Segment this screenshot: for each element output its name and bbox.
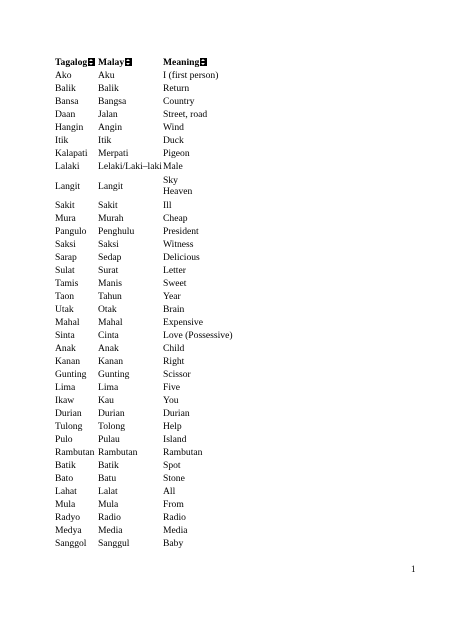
meaning-cell: Love (Possessive) [163, 330, 233, 341]
malay-cell: Murah [98, 213, 124, 224]
tagalog-cell: Pangulo [55, 226, 87, 237]
meaning-cell: I (first person) [163, 70, 219, 81]
column-header-label: Malay [98, 56, 125, 68]
meaning-cell: Brain [163, 304, 185, 315]
malay-cell: Cinta [98, 330, 119, 341]
malay-cell: Kau [98, 395, 114, 406]
malay-cell: Mahal [98, 317, 123, 328]
meaning-cell: Ill [163, 200, 172, 211]
table-row [55, 290, 263, 303]
table-row [55, 459, 263, 472]
table-row [55, 511, 263, 524]
column-header-label: Tagalog [55, 56, 88, 68]
malay-cell: Kanan [98, 356, 124, 367]
table-row [55, 446, 263, 459]
meaning-cell: Sweet [163, 278, 187, 289]
tagalog-cell: Pulo [55, 434, 73, 445]
meaning-cell: Cheap [163, 213, 188, 224]
column-header-label: Meaning [163, 56, 200, 68]
meaning-cell: Witness [163, 239, 194, 250]
table-row [55, 381, 263, 394]
malay-cell: Radio [98, 512, 121, 523]
tagalog-cell: Sakit [55, 200, 75, 211]
meaning-cell: Year [163, 291, 181, 302]
malay-cell: Gunting [98, 369, 130, 380]
meaning-cell: Island [163, 434, 187, 445]
table-row [55, 433, 263, 446]
tagalog-cell: Bansa [55, 96, 79, 107]
meaning-cell: Male [163, 161, 183, 172]
table-body [55, 69, 263, 550]
tagalog-cell: Mura [55, 213, 76, 224]
malay-cell: Langit [98, 180, 124, 192]
tagalog-cell: Mula [55, 499, 76, 510]
tagalog-cell: Tulong [55, 421, 83, 432]
table-row [55, 524, 263, 537]
vocabulary-table [55, 55, 263, 550]
table-row [55, 472, 263, 485]
table-row [55, 69, 263, 82]
table-row [55, 264, 263, 277]
table-row [55, 329, 263, 342]
table-row [55, 134, 263, 147]
meaning-cell: All [163, 486, 176, 497]
tagalog-cell: Hangin [55, 122, 84, 133]
table-row [55, 199, 263, 212]
meaning-cell: Five [163, 382, 181, 393]
malay-cell: Surat [98, 265, 119, 276]
table-row [55, 485, 263, 498]
table-row [55, 277, 263, 290]
tagalog-cell: Radyo [55, 512, 81, 523]
malay-cell: Merpati [98, 148, 129, 159]
tagalog-cell: Durian [55, 408, 82, 419]
table-row [55, 355, 263, 368]
malay-cell: Otak [98, 304, 117, 315]
tagalog-cell: Langit [55, 180, 81, 192]
malay-cell: Lima [98, 382, 119, 393]
malay-cell: Jalan [98, 109, 118, 120]
malay-cell: Media [98, 525, 123, 536]
meaning-cell: Letter [163, 265, 186, 276]
malay-cell: Tahun [98, 291, 122, 302]
page-number: 1 [411, 564, 416, 574]
meaning-line: Sky [163, 175, 178, 186]
table-row [55, 225, 263, 238]
meaning-cell: Child [163, 343, 185, 354]
table-row [55, 108, 263, 121]
malay-cell: Tolong [98, 421, 126, 432]
meaning-cell: Help [163, 421, 182, 432]
table-row [55, 420, 263, 433]
tagalog-cell: Ikaw [55, 395, 75, 406]
table-header-row [55, 55, 263, 69]
tagalog-cell: Balik [55, 83, 76, 94]
meaning-cell: President [163, 226, 199, 237]
table-row [55, 251, 263, 264]
malay-cell: Manis [98, 278, 122, 289]
tagalog-cell: Lima [55, 382, 76, 393]
tagalog-cell: Kalapati [55, 148, 88, 159]
malay-cell: Batik [98, 460, 119, 471]
tagalog-cell: Sarap [55, 252, 77, 263]
table-row [55, 160, 263, 173]
tagalog-cell: Mahal [55, 317, 80, 328]
malay-cell: Sanggul [98, 538, 130, 549]
malay-cell: Balik [98, 83, 119, 94]
meaning-cell: Durian [163, 408, 190, 419]
meaning-cell: Wind [163, 122, 184, 133]
meaning-cell: Street, road [163, 109, 208, 120]
table-row [55, 303, 263, 316]
tagalog-cell: Kanan [55, 356, 81, 367]
malay-cell: Pulau [98, 434, 120, 445]
tagalog-cell: Sinta [55, 330, 75, 341]
table-row [55, 407, 263, 420]
tagalog-cell: Anak [55, 343, 76, 354]
tagalog-cell: Utak [55, 304, 74, 315]
table-row [55, 212, 263, 225]
tagalog-cell: Sanggol [55, 538, 87, 549]
table-row [55, 82, 263, 95]
table-row [55, 173, 263, 199]
tagalog-cell: Bato [55, 473, 74, 484]
tagalog-cell: Lalaki [55, 161, 80, 172]
malay-cell: Penghulu [98, 226, 135, 237]
table-row [55, 238, 263, 251]
tagalog-cell: Batik [55, 460, 76, 471]
malay-cell: Mula [98, 499, 119, 510]
malay-cell: Sedap [98, 252, 122, 263]
column-header-meaning[interactable] [163, 55, 263, 69]
table-row [55, 368, 263, 381]
meaning-cell [163, 173, 263, 199]
tagalog-cell: Sulat [55, 265, 75, 276]
table-row [55, 147, 263, 160]
tagalog-cell: Itik [55, 135, 69, 146]
malay-cell: Batu [98, 473, 117, 484]
table-row [55, 537, 263, 550]
malay-cell: Aku [98, 70, 115, 81]
malay-cell: Rambutan [98, 447, 138, 458]
sort-dropdown-icon[interactable] [125, 58, 132, 66]
meaning-cell: You [163, 395, 179, 406]
table-row [55, 95, 263, 108]
column-header-malay[interactable] [98, 55, 163, 69]
meaning-cell: Delicious [163, 252, 200, 263]
meaning-cell: Expensive [163, 317, 203, 328]
meaning-cell: Right [163, 356, 185, 367]
meaning-cell: Return [163, 83, 190, 94]
table-row [55, 342, 263, 355]
malay-cell: Lalat [98, 486, 118, 497]
tagalog-cell: Taon [55, 291, 75, 302]
malay-cell: Sakit [98, 200, 118, 211]
meaning-cell: Baby [163, 538, 184, 549]
meaning-cell: Scissor [163, 369, 191, 380]
table-row [55, 394, 263, 407]
malay-cell: Itik [98, 135, 112, 146]
meaning-cell: Radio [163, 512, 186, 523]
column-header-tagalog[interactable] [55, 55, 98, 69]
malay-cell: Lelaki/Laki–laki [98, 161, 162, 172]
table-row [55, 121, 263, 134]
sort-dropdown-icon[interactable] [88, 58, 95, 66]
table-row [55, 316, 263, 329]
meaning-cell: Stone [163, 473, 185, 484]
malay-cell: Durian [98, 408, 125, 419]
meaning-cell: Spot [163, 460, 181, 471]
meaning-cell: Rambutan [163, 447, 203, 458]
tagalog-cell: Lahat [55, 486, 77, 497]
tagalog-cell: Saksi [55, 239, 76, 250]
tagalog-cell: Medya [55, 525, 82, 536]
sort-dropdown-icon[interactable] [200, 58, 207, 66]
tagalog-cell: Daan [55, 109, 76, 120]
meaning-cell: Duck [163, 135, 184, 146]
malay-cell: Angin [98, 122, 122, 133]
meaning-cell: From [163, 499, 184, 510]
malay-cell: Bangsa [98, 96, 127, 107]
meaning-cell: Pigeon [163, 148, 190, 159]
malay-cell: Saksi [98, 239, 119, 250]
tagalog-cell: Ako [55, 70, 72, 81]
meaning-line: Heaven [163, 186, 193, 197]
meaning-cell: Country [163, 96, 195, 107]
malay-cell: Anak [98, 343, 119, 354]
tagalog-cell: Gunting [55, 369, 87, 380]
tagalog-cell: Tamis [55, 278, 79, 289]
tagalog-cell: Rambutan [55, 447, 95, 458]
table-row [55, 498, 263, 511]
meaning-cell: Media [163, 525, 188, 536]
